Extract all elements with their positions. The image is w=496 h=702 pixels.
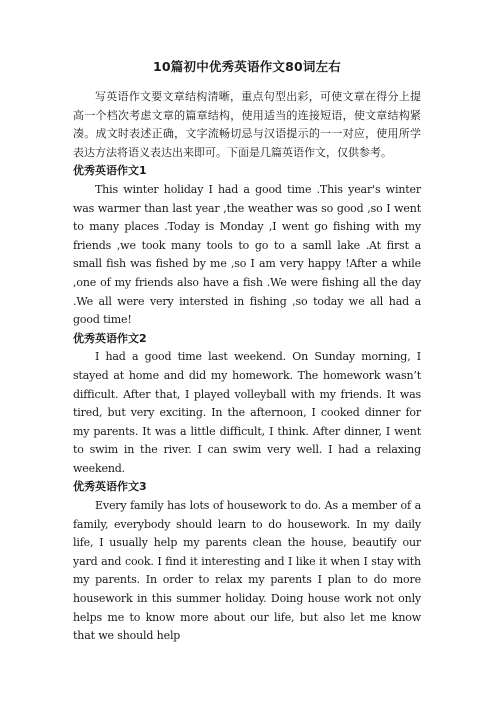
- essay-body: I had a good time last weekend. On Sunday morning, I stayed at home and did my homework. The homework wasn’t difficult. After that, I played volleyball with my friends. It was tired, but very exciting. In the afternoon, I cooked dinner for my parents. It was a little difficult, I think. After dinner, I went to swim in the river. I can swim very well. I had a relaxing weekend.: [73, 350, 421, 475]
- essay-section-1: [73, 162, 421, 329]
- essay-heading: 优秀英语作文1: [73, 164, 147, 178]
- essay-body: Every family has lots of housework to do. As a member of a family, everybody should learn to do housework. In my daily life, I usually help my parents clean the house, beautify our yard and cook. I find it interesting and I like it when I stay with my parents. In order to relax my parents I plan to do more housework in this summer holiday. Doing house work not only helps me to know more about our life, but also let me know that we should help: [73, 499, 421, 643]
- document-title: 10篇初中优秀英语作文80词左右: [153, 59, 341, 74]
- essay-section-2: [73, 330, 421, 479]
- essay-heading: 优秀英语作文3: [73, 480, 147, 494]
- document-page: [73, 58, 421, 646]
- intro-paragraph: 写英语作文要文章结构清晰，重点句型出彩，可使文章在得分上提高一个档次考虑文章的篇章结构，使用适当的连接短语，使文章结构紧凑。成文时表述正确，文字流畅切忌与汉语提示的一一对应，使用所学表达方法将语义表达出来即可。下面是几篇英语作文，仅供参考。: [73, 90, 421, 159]
- essay-heading: 优秀英语作文2: [73, 331, 147, 345]
- essay-section-3: [73, 478, 421, 645]
- essay-body: This winter holiday I had a good time .This year's winter was warmer than last year ,the weather was so good ,so I went to many places .Today is Monday ,I went go fishing with my friends ,we took many tools to go to a samll lake .At first a small fish was fished by me ,so I am very happy !After a while ,one of my friends also have a fish .We were fishing all the day .We all were very intersted in fishing ,so today we all had a good time!: [73, 182, 421, 327]
